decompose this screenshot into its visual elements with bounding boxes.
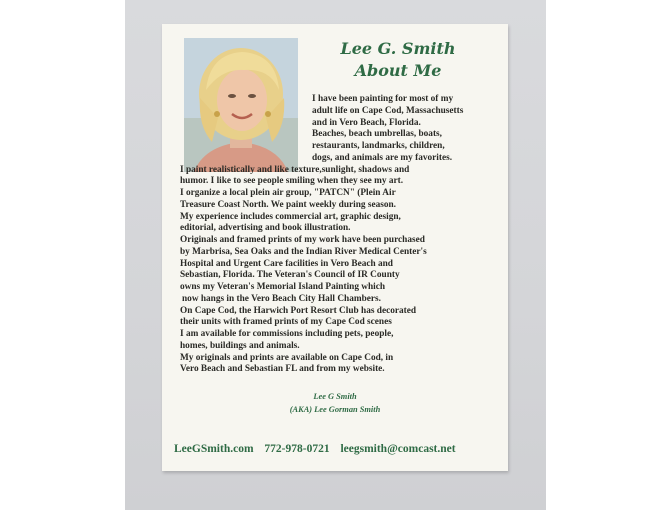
website-link: LeeGSmith.com (174, 443, 254, 455)
bio-line: On Cape Cod, the Harwich Port Resort Club has decorated (180, 305, 417, 316)
bio-line: by Marbrisa, Sea Oaks and the Indian River Medical Center's (180, 246, 427, 257)
bio-line: now hangs in the Vero Beach City Hall Chambers. (182, 293, 381, 304)
card-title (310, 38, 486, 82)
bio-line: restaurants, landmarks, children, (312, 141, 445, 151)
biography-text (180, 94, 498, 376)
bio-line: Vero Beach and Sebastian FL and from my website. (180, 364, 385, 375)
email-address: leegsmith@comcast.net (340, 443, 456, 455)
bio-line: humor. I like to see people smiling when they see my art. (180, 176, 404, 187)
bio-line: I paint realistically and like texture,sunlight, shadows and (180, 164, 410, 175)
bio-line: My experience includes commercial art, graphic design, (180, 211, 401, 222)
bio-line: and in Vero Beach, Florida. (312, 117, 421, 128)
bio-line: dogs, and animals are my favorites. (312, 152, 453, 163)
bio-line: I organize a local plein air group, "PATCN" (Plein Air (180, 188, 396, 198)
bio-line: My originals and prints are available on Cape Cod, in (180, 352, 394, 363)
about-card (162, 24, 508, 471)
bio-line: adult life on Cape Cod, Massachusetts (312, 105, 464, 116)
signature-name: Lee G Smith (313, 392, 357, 401)
bio-line: owns my Veteran's Memorial Island Painting which (180, 282, 386, 292)
bio-line: editorial, advertising and book illustration. (180, 223, 351, 234)
bio-line: Beaches, beach umbrellas, boats, (312, 129, 442, 140)
bio-line: Sebastian, Florida. The Veteran's Council of IR County (180, 270, 400, 281)
about-heading: About Me (354, 61, 442, 80)
bio-line: Treasure Coast North. We paint weekly during season. (180, 199, 396, 210)
bio-line: I am available for commissions including pets, people, (180, 329, 394, 339)
bio-line: Hospital and Urgent Care facilities in Vero Beach and (180, 258, 393, 269)
author-name: Lee G. Smith (340, 39, 456, 58)
bio-line: I have been painting for most of my (312, 94, 454, 104)
contact-line (174, 443, 504, 455)
bio-line: homes, buildings and animals. (180, 340, 300, 351)
bio-line: Originals and framed prints of my work have been purchased (180, 235, 425, 245)
bio-line: their units with framed prints of my Cape Cod scenes (180, 317, 392, 328)
signature-aka: (AKA) Lee Gorman Smith (289, 405, 381, 414)
phone-number: 772-978-0721 (264, 443, 330, 455)
